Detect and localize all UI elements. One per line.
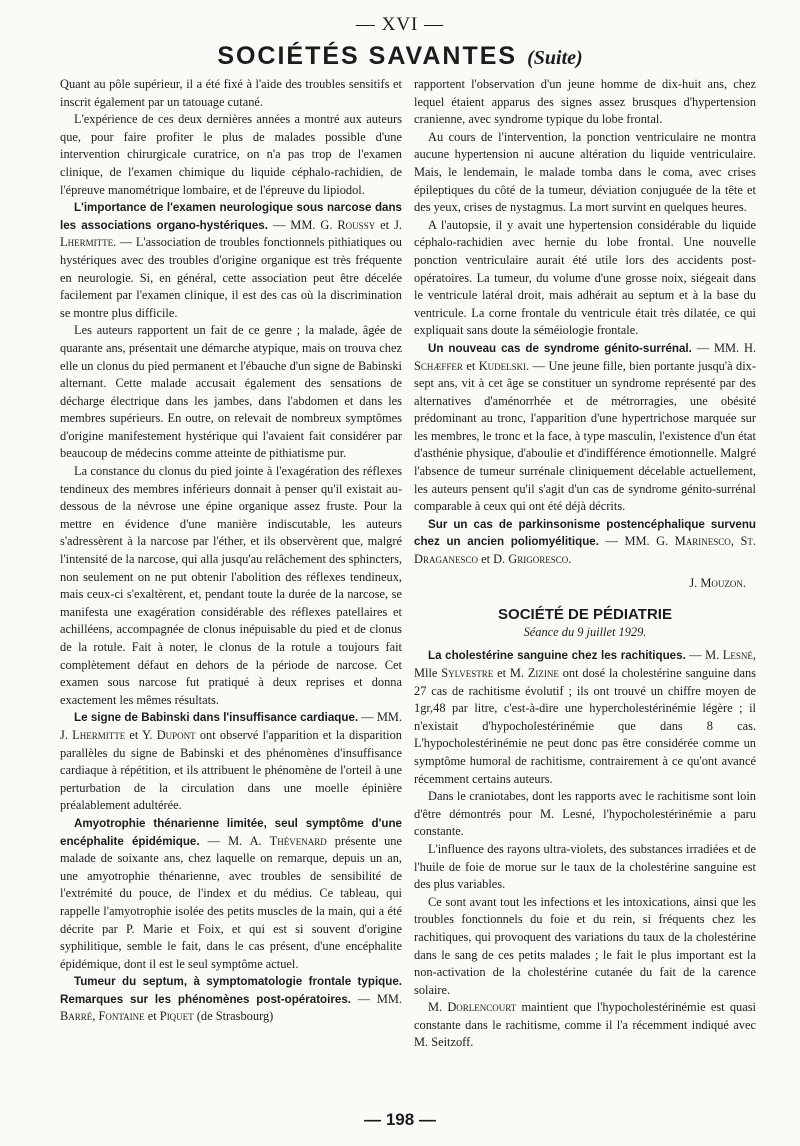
author-name: Dupont — [156, 727, 196, 742]
paragraph: Dans le craniotabes, dont les rapports avec le rachitisme sont loin d'être démontrés pour M. Lesné, l'hypocholestérinémie a paru constante. — [414, 789, 756, 839]
paragraph: La constance du clonus du pied jointe à l'exagération des réflexes tendineux des membres inférieurs donnait à penser qu'il existait au-dessous de la névrose une épine organique assez fruste. Pour la mettre en évidence d'une manière indiscutable, les auteurs s'adressèrent à la narcose par l'éther, et ils observèrent que, malgré l'intensité de la narcose, qui alla jusqu'au relâchement des sphincters, non seulement on ne put obtenir l'abolition des réflexes tendineux, mais ceux-ci s'exaltèrent, et, pendant toute la durée de la narcose, se manifesta une exagération considérable des réflexes patellaires et achilléens, accompagnée de clonus inépuisable du pied et de clonus de la rotule. Fait à noter, le clonus de la rotule a toujours fait complètement défaut en dehors de la période de narcose. Cet examen sous narcose fut pratiqué à deux reprises et donna exactement les mêmes résultats. — [60, 464, 402, 707]
article-text: présente une malade de soixante ans, chez laquelle on remarque, depuis un an, une amyotrophie thénarienne, avec troubles de sensibilité de l'extrémité du pouce, de l'index et du médius. Ce tableau, qui rappelle l'amyotrophie isolée des petits muscles de la main, qui a été décrite par P. Marie et Foix, et qui est si souvent d'origine syphilitique, semble le fait, dans le cas présent, d'une encéphalite épidémique, dont il est le seul symptôme actuel. — [60, 833, 402, 971]
author-name: Fontaine — [98, 1009, 145, 1024]
author-prefix: — MM. G. — [267, 217, 338, 232]
author-prefix: — M. — [685, 648, 723, 663]
article-title: Tumeur du septum, à symptomatologie frontale typique. Remarques sur les phénomènes post-opératoires. — [60, 975, 402, 1006]
article-abstract — [60, 973, 402, 1026]
author-prefix: — MM. — [350, 991, 402, 1006]
author-prefix: — M. A. — [199, 833, 270, 848]
article-abstract — [414, 516, 756, 569]
author-separator: et Y. — [125, 727, 157, 742]
text-fragment: maintient que l'hypocholestérinémie est quasi constante dans le rachitisme, comme il l'a récemment indiqué avec M. Seitzoff. — [414, 1000, 756, 1050]
paragraph: A l'autopsie, il y avait une hypertension considérable du liquide céphalo-rachidien avec hernie du lobe frontal. Une nouvelle ponction ventriculaire aurait été utile lors des accidents post-opératoires. La tumeur, du volume d'une grosse noix, siégeait dans le ventricule latéral droit, mais adhérait au septum et à la base du ventricule. La corne frontale du ventricule était très dilatée, ce qui expliquait sans doute la séméiologie frontale. — [414, 217, 756, 338]
article-abstract — [414, 647, 756, 788]
text-fragment: M. — [428, 1000, 448, 1015]
author-separator: , Mlle — [414, 648, 756, 680]
paragraph: Quant au pôle supérieur, il a été fixé à l'aide des troubles sensitifs et inscrit également par un tatouage cutané. — [60, 77, 402, 109]
paragraph: Les auteurs rapportent un fait de ce genre ; la malade, âgée de quarante ans, présentait une démarche atypique, mais on trouva chez elle un clonus du pied permanent et l'ébauche d'un signe de Babinski alternant. Cette malade accusait également des sensations de décharge électrique dans les jambes, dans l'abdomen et dans les membres supérieurs. En outre, on relevait de nombreux symptômes d'origine manifestement hystérique qui l'avaient fait considérer par beaucoup de médecins comme atteinte de pithiatisme pur. — [60, 323, 402, 461]
article-abstract — [60, 815, 402, 973]
author-separator: et — [144, 1009, 160, 1024]
author-name: St. Draganesco — [414, 534, 756, 567]
sentence-end: . — [568, 552, 572, 567]
page-number: — 198 — — [364, 1110, 436, 1129]
author-name: Marinesco — [674, 534, 731, 549]
author-separator: et M. — [493, 666, 528, 680]
author-name: Schæffer — [414, 358, 463, 373]
roman-page-number: — XVI — — [355, 14, 445, 35]
section-date: Séance du 9 juillet 1929. — [523, 624, 647, 639]
author-name: Grigoresco — [508, 552, 569, 567]
paragraph: Ce sont avant tout les infections et les intoxications, ainsi que les troubles fonctionnels du foie et du rein, si fréquents chez les rachitiques, qui provoquent des variations du taux de la cholestérine dans le sang de ces petits malades ; le fait le plus important est la non-activation de la cholestérine cutanée du fait de la carence solaire. — [414, 894, 756, 997]
paragraph: rapportent l'observation d'un jeune homme de dix-huit ans, chez lequel étaient apparus des signes assez brusques d'hypertension cranienne, avec syndrome typique du lobe frontal. — [414, 77, 756, 127]
author-name: Lhermitte — [72, 727, 126, 742]
article-text: ont dosé la cholestérine sanguine dans 27 cas de rachitisme évolutif ; ils ont trouvé un chiffre moyen de 1gr,48 par litre, c'est-à-dire une hypercholestérinémie légère ; il n'existait d'hypocholestérinémie que dans 8 cas. L'hypocholestérinémie ne peut donc pas être considérée comme un symptôme humoral de rachitisme, contrairement à ce qu'ont avancé récemment certains auteurs. — [414, 666, 756, 786]
paragraph — [414, 999, 756, 1052]
author-separator: et J. — [375, 217, 402, 232]
author-prefix: — MM. J. — [60, 710, 402, 742]
signature: J. Mouzon. — [689, 575, 746, 590]
author-name: Sylvestre — [441, 666, 494, 680]
article-title: Sur un cas de parkinsonisme postencéphalique survenu chez un ancien poliomyélitique. — [414, 517, 756, 549]
paragraph: L'influence des rayons ultra-violets, des substances irradiées et de l'huile de foie de morue sur le taux de la cholestérine sanguine est des plus variables. — [414, 841, 756, 892]
author-name: Barré — [60, 1009, 93, 1024]
author-separator: , — [730, 534, 741, 549]
article-title: Amyotrophie thénarienne limitée, seul symptôme d'une encéphalite épidémique. — [60, 816, 402, 848]
article-title: Le signe de Babinski dans l'insuffisance cardiaque. — [74, 711, 359, 725]
journal-section-title: SOCIÉTÉS SAVANTES — [217, 42, 518, 70]
section-title: SOCIÉTÉ DE PÉDIATRIE — [498, 606, 672, 624]
article-title: L'importance de l'examen neurologique sous narcose dans les associations organo-hystériques. — [60, 201, 402, 232]
author-name: Kudelski — [478, 358, 527, 373]
author-affiliation: (de Strasbourg) — [193, 1009, 274, 1024]
article-abstract — [60, 709, 402, 815]
author-prefix: — MM. H. — [691, 340, 756, 355]
right-column — [414, 76, 756, 1052]
running-title — [0, 42, 800, 71]
title-suffix: (Suite) — [527, 47, 583, 69]
author-separator: et — [462, 358, 479, 373]
author-name: Dorlencourt — [447, 1000, 517, 1015]
author-name: Lesné — [722, 648, 753, 663]
author-name: Roussy — [337, 217, 376, 232]
author-prefix: — MM. G. — [598, 534, 675, 549]
article-text: ont observé l'apparition et la disparition parallèles du signe de Babinski et des phénomènes d'insuffisance cardiaque à répétition, et ils attribuent le phénomène de l'orteil à une perturbation de la circulation dans une moelle épinière préalablement adultérée. — [60, 727, 402, 813]
article-abstract — [60, 199, 402, 322]
author-separator: , — [92, 1009, 99, 1024]
article-title: Un nouveau cas de syndrome génito-surrénal. — [428, 341, 692, 355]
paragraph: L'expérience de ces deux dernières années a montré aux auteurs que, pour faire profiter le plus de malades possible d'une intervention chirurgicale curatrice, on n'a pas trop de l'examen clinique, de l'examen chimique du liquide céphalo-rachidien, de l'épreuve manométrique lombaire, et de l'épreuve du lipiodol. — [60, 112, 402, 197]
author-name: Thévenard — [269, 833, 327, 848]
paragraph: Au cours de l'intervention, la ponction ventriculaire ne montra aucune hypertension ni aucune altération du liquide ventriculaire. Mais, le lendemain, le malade tomba dans le coma, avec crises épileptiques du côté de la tumeur, déviation conjuguée de la tête et des yeux, crises de nystagmus. La mort survint en quelques heures. — [414, 129, 756, 215]
article-text: . — Une jeune fille, bien portante jusqu'à dix-sept ans, vit à cet âge se constituer un syndrome représenté par des alternatives d'aménorrhée et de métrorragies, une obésité prédominant au tronc, l'apparition d'une hypertrichose marquée sur les membres, le tronc et la face, à type masculin, l'existence d'un état d'asthénie physique, d'aboulie et d'indifférence émotionnelle. Malgré l'absence de tumeur surrénale cliniquement décelable actuellement, les auteurs pensent qu'il s'agit d'un cas de syndrome génito-surrénal comparable à ceux qui ont été déjà décrits. — [414, 358, 756, 514]
author-name: Lhermitte — [60, 235, 114, 250]
article-title: La cholestérine sanguine chez les rachitiques. — [428, 649, 686, 663]
author-separator: et D. — [477, 552, 509, 567]
author-name: Piquet — [159, 1009, 194, 1024]
left-column — [60, 76, 402, 1026]
author-name: Zizine — [527, 666, 559, 680]
article-text: . — L'association de troubles fonctionnels pithiatiques ou hystériques avec des troubles d'origine organique est très fréquente en neurologie. Si, en général, cette association peut être décelée facilement par l'examen clinique, il est des cas où la discrimination se montre plus difficile. — [60, 235, 402, 320]
article-abstract — [414, 340, 756, 516]
